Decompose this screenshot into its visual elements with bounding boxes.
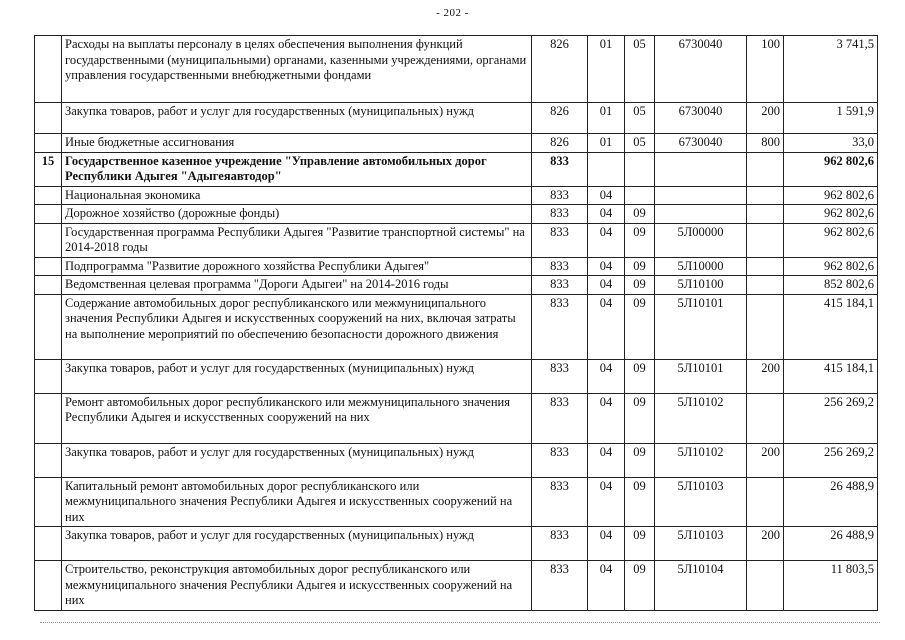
- table-row: [35, 294, 878, 359]
- item-name-cell: Закупка товаров, работ и услуг для государственных (муниципальных) нужд: [62, 103, 532, 134]
- subsection-code-cell: 09: [625, 294, 655, 359]
- subsection-code-cell: 09: [625, 443, 655, 477]
- section-code-cell: 04: [588, 186, 625, 205]
- subsection-code-cell: 09: [625, 527, 655, 561]
- department-code-cell: 833: [532, 294, 588, 359]
- department-code-cell: 833: [532, 561, 588, 611]
- amount-cell: 852 802,6: [784, 276, 878, 295]
- department-code-cell: 833: [532, 223, 588, 257]
- table-row: [35, 443, 878, 477]
- expense-type-code-cell: 200: [747, 443, 784, 477]
- row-number-cell: [35, 186, 62, 205]
- subsection-code-cell: 09: [625, 276, 655, 295]
- row-number-cell: [35, 527, 62, 561]
- table-row: [35, 477, 878, 527]
- target-item-code-cell: 6730040: [655, 36, 747, 103]
- table-row: [35, 561, 878, 611]
- subsection-code-cell: 05: [625, 134, 655, 153]
- target-item-code-cell: [655, 186, 747, 205]
- target-item-code-cell: 5Л10000: [655, 257, 747, 276]
- amount-cell: 33,0: [784, 134, 878, 153]
- amount-cell: 26 488,9: [784, 477, 878, 527]
- table-row: [35, 223, 878, 257]
- row-number-cell: [35, 276, 62, 295]
- row-number-cell: [35, 205, 62, 224]
- amount-cell: 3 741,5: [784, 36, 878, 103]
- target-item-code-cell: 5Л10104: [655, 561, 747, 611]
- table-row: [35, 134, 878, 153]
- expense-type-code-cell: [747, 152, 784, 186]
- amount-cell: 962 802,6: [784, 205, 878, 224]
- amount-cell: 256 269,2: [784, 443, 878, 477]
- item-name-cell: Ведомственная целевая программа "Дороги Адыгеи" на 2014-2016 годы: [62, 276, 532, 295]
- table-row: [35, 393, 878, 443]
- expense-type-code-cell: [747, 257, 784, 276]
- department-code-cell: 833: [532, 186, 588, 205]
- item-name-cell: Закупка товаров, работ и услуг для государственных (муниципальных) нужд: [62, 443, 532, 477]
- table-row: [35, 205, 878, 224]
- expense-type-code-cell: 100: [747, 36, 784, 103]
- section-code-cell: 01: [588, 103, 625, 134]
- target-item-code-cell: 5Л10101: [655, 359, 747, 393]
- item-name-cell: Дорожное хозяйство (дорожные фонды): [62, 205, 532, 224]
- expense-type-code-cell: [747, 393, 784, 443]
- section-code-cell: 04: [588, 561, 625, 611]
- expense-type-code-cell: [747, 294, 784, 359]
- row-number-cell: [35, 443, 62, 477]
- subsection-code-cell: 09: [625, 257, 655, 276]
- expense-type-code-cell: [747, 477, 784, 527]
- table-row: [35, 103, 878, 134]
- section-code-cell: 01: [588, 36, 625, 103]
- subsection-code-cell: 05: [625, 103, 655, 134]
- expense-type-code-cell: [747, 205, 784, 224]
- department-code-cell: 833: [532, 152, 588, 186]
- row-number-cell: [35, 223, 62, 257]
- subsection-code-cell: 09: [625, 561, 655, 611]
- department-code-cell: 833: [532, 257, 588, 276]
- amount-cell: 415 184,1: [784, 294, 878, 359]
- subsection-code-cell: 09: [625, 393, 655, 443]
- table-row: [35, 527, 878, 561]
- department-code-cell: 833: [532, 276, 588, 295]
- section-code-cell: [588, 152, 625, 186]
- amount-cell: 1 591,9: [784, 103, 878, 134]
- target-item-code-cell: 5Л10101: [655, 294, 747, 359]
- department-code-cell: 826: [532, 36, 588, 103]
- item-name-cell: Содержание автомобильных дорог республиканского или межмуниципального значения Республики Адыгея и искусственных сооружений на них, включая затраты на выполнение мероприятий по обеспечению безопасности дорожного движения: [62, 294, 532, 359]
- subsection-code-cell: [625, 152, 655, 186]
- amount-cell: 962 802,6: [784, 257, 878, 276]
- table-row: [35, 276, 878, 295]
- amount-cell: 415 184,1: [784, 359, 878, 393]
- row-number-cell: [35, 134, 62, 153]
- section-code-cell: 04: [588, 393, 625, 443]
- target-item-code-cell: 5Л10102: [655, 443, 747, 477]
- amount-cell: 962 802,6: [784, 223, 878, 257]
- expense-type-code-cell: 200: [747, 359, 784, 393]
- target-item-code-cell: 6730040: [655, 103, 747, 134]
- item-name-cell: Строительство, реконструкция автомобильных дорог республиканского или межмуниципального значения Республики Адыгея и искусственных сооружений на них: [62, 561, 532, 611]
- department-code-cell: 826: [532, 103, 588, 134]
- target-item-code-cell: [655, 152, 747, 186]
- item-name-cell: Расходы на выплаты персоналу в целях обеспечения выполнения функций государственными (муниципальными) органами, казенными учреждениями, органами управления государственными внебюджетными фондами: [62, 36, 532, 103]
- table-row: [35, 36, 878, 103]
- department-code-cell: 833: [532, 393, 588, 443]
- row-number-cell: [35, 36, 62, 103]
- department-code-cell: 833: [532, 527, 588, 561]
- subsection-code-cell: 05: [625, 36, 655, 103]
- item-name-cell: Государственная программа Республики Адыгея "Развитие транспортной системы" на 2014-2018 годы: [62, 223, 532, 257]
- amount-cell: 26 488,9: [784, 527, 878, 561]
- expense-type-code-cell: [747, 561, 784, 611]
- row-number-cell: [35, 103, 62, 134]
- item-name-cell: Подпрограмма "Развитие дорожного хозяйства Республики Адыгея": [62, 257, 532, 276]
- budget-table: [34, 35, 878, 611]
- department-code-cell: 833: [532, 359, 588, 393]
- row-number-cell: [35, 477, 62, 527]
- item-name-cell: Государственное казенное учреждение "Управление автомобильных дорог Республики Адыгея "Адыгеяавтодор": [62, 152, 532, 186]
- row-number-cell: [35, 359, 62, 393]
- section-code-cell: 04: [588, 359, 625, 393]
- subsection-code-cell: 09: [625, 205, 655, 224]
- subsection-code-cell: [625, 186, 655, 205]
- table-body: [35, 36, 878, 611]
- table-row: [35, 359, 878, 393]
- item-name-cell: Капитальный ремонт автомобильных дорог республиканского или межмуниципального значения Республики Адыгея и искусственных сооружений на них: [62, 477, 532, 527]
- section-code-cell: 04: [588, 276, 625, 295]
- item-name-cell: Закупка товаров, работ и услуг для государственных (муниципальных) нужд: [62, 527, 532, 561]
- target-item-code-cell: 5Л10100: [655, 276, 747, 295]
- target-item-code-cell: [655, 205, 747, 224]
- row-number-cell: [35, 257, 62, 276]
- expense-type-code-cell: [747, 186, 784, 205]
- item-name-cell: Иные бюджетные ассигнования: [62, 134, 532, 153]
- table-row: [35, 152, 878, 186]
- expense-type-code-cell: [747, 276, 784, 295]
- amount-cell: 11 803,5: [784, 561, 878, 611]
- section-code-cell: 04: [588, 205, 625, 224]
- subsection-code-cell: 09: [625, 223, 655, 257]
- row-number-cell: [35, 294, 62, 359]
- row-number-cell: 15: [35, 152, 62, 186]
- amount-cell: 962 802,6: [784, 186, 878, 205]
- expense-type-code-cell: 200: [747, 103, 784, 134]
- target-item-code-cell: 6730040: [655, 134, 747, 153]
- row-number-cell: [35, 561, 62, 611]
- expense-type-code-cell: 200: [747, 527, 784, 561]
- department-code-cell: 833: [532, 443, 588, 477]
- department-code-cell: 833: [532, 205, 588, 224]
- table-row: [35, 257, 878, 276]
- section-code-cell: 01: [588, 134, 625, 153]
- target-item-code-cell: 5Л10102: [655, 393, 747, 443]
- section-code-cell: 04: [588, 294, 625, 359]
- page-bottom-edge: [40, 622, 880, 623]
- section-code-cell: 04: [588, 257, 625, 276]
- target-item-code-cell: 5Л10103: [655, 527, 747, 561]
- amount-cell: 256 269,2: [784, 393, 878, 443]
- subsection-code-cell: 09: [625, 477, 655, 527]
- amount-cell: 962 802,6: [784, 152, 878, 186]
- section-code-cell: 04: [588, 477, 625, 527]
- item-name-cell: Национальная экономика: [62, 186, 532, 205]
- item-name-cell: Закупка товаров, работ и услуг для государственных (муниципальных) нужд: [62, 359, 532, 393]
- expense-type-code-cell: 800: [747, 134, 784, 153]
- table-row: [35, 186, 878, 205]
- target-item-code-cell: 5Л00000: [655, 223, 747, 257]
- section-code-cell: 04: [588, 223, 625, 257]
- item-name-cell: Ремонт автомобильных дорог республиканского или межмуниципального значения Республики Адыгея и искусственных сооружений на них: [62, 393, 532, 443]
- subsection-code-cell: 09: [625, 359, 655, 393]
- expense-type-code-cell: [747, 223, 784, 257]
- page-number: - 202 -: [436, 7, 469, 19]
- section-code-cell: 04: [588, 443, 625, 477]
- department-code-cell: 826: [532, 134, 588, 153]
- target-item-code-cell: 5Л10103: [655, 477, 747, 527]
- department-code-cell: 833: [532, 477, 588, 527]
- section-code-cell: 04: [588, 527, 625, 561]
- row-number-cell: [35, 393, 62, 443]
